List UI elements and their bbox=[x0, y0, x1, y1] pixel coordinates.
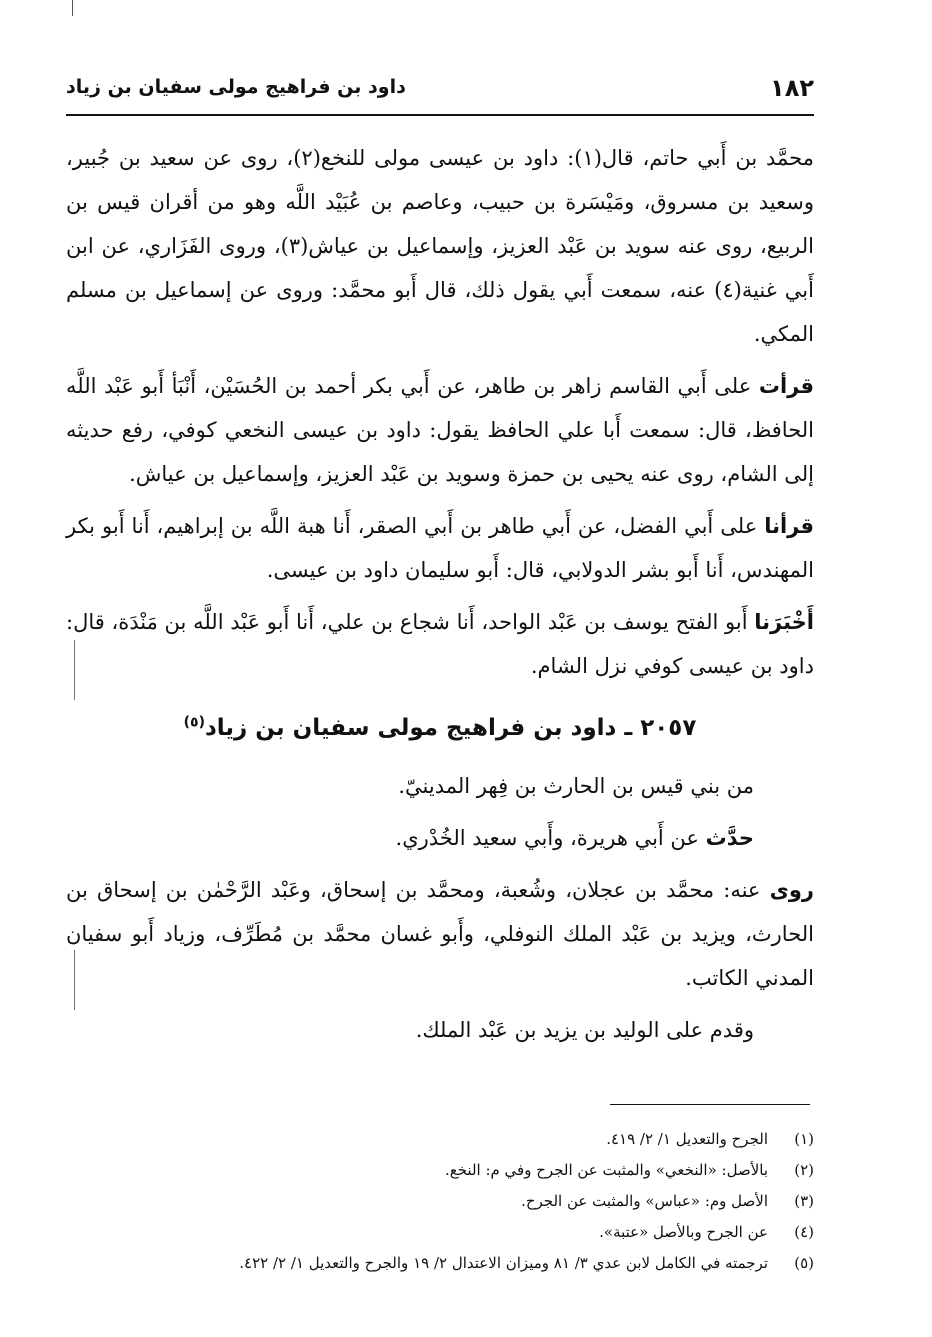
running-title: داود بن فراهيج مولى سفيان بن زياد bbox=[66, 76, 406, 98]
footnote-text: عن الجرح وبالأصل «عتبة». bbox=[599, 1223, 768, 1241]
paragraph-text: من بني قيس بن الحارث بن فِهر المدينيّ. bbox=[398, 774, 754, 798]
entry-title: ٢٠٥٧ ـ داود بن فراهيج مولى سفيان بن زياد bbox=[204, 715, 697, 741]
paragraph-text: عنه: محمَّد بن عجلان، وشُعبة، ومحمَّد بن إسحاق، وعَبْد الرَّحْمٰن بن إسحاق بن الحارث، ويزيد بن عَبْد الملك النوفلي، وأَبو غسان محمَّد بن مُطَرِّف، وزياد أَبو سفيان المدني الكاتب. bbox=[66, 878, 814, 990]
main-text bbox=[66, 136, 814, 1060]
footnote-text: الأصل وم: «عباس» والمثبت عن الجرح. bbox=[521, 1192, 768, 1210]
page-number: ١٨٢ bbox=[770, 74, 814, 102]
footnote-number: (٤) bbox=[794, 1223, 814, 1241]
footnote-number: (٢) bbox=[794, 1161, 814, 1179]
paragraph bbox=[66, 364, 814, 496]
paragraph bbox=[66, 764, 814, 808]
paragraph-lead-word: روى bbox=[769, 878, 814, 902]
footnote-text: بالأصل: «النخعي» والمثبت عن الجرح وفي م: النخع. bbox=[444, 1161, 768, 1179]
footnote-number: (٣) bbox=[794, 1192, 814, 1210]
paragraph-lead-word: قرأت bbox=[758, 374, 814, 398]
paragraph-text: أَبو الفتح يوسف بن عَبْد الواحد، أَنا شجاع بن علي، أَنا أَبو عَبْد اللَّه بن مَنْدَة، قال: داود بن عيسى كوفي نزل الشام. bbox=[66, 610, 814, 678]
paragraph bbox=[66, 136, 814, 356]
footnotes bbox=[66, 1124, 814, 1279]
entry-note-marker: (٥) bbox=[183, 714, 205, 731]
entry-heading bbox=[66, 706, 814, 750]
paragraph-lead-word: حدَّث bbox=[705, 826, 754, 850]
paragraph bbox=[66, 1008, 814, 1052]
footnote-text: الجرح والتعديل ١/ ٢/ ٤١٩. bbox=[606, 1130, 768, 1148]
paragraph bbox=[66, 816, 814, 860]
margin-line bbox=[74, 640, 75, 700]
paragraph-text: عن أَبي هريرة، وأَبي سعيد الخُدْري. bbox=[395, 826, 706, 850]
paragraph bbox=[66, 600, 814, 688]
footnote-text: ترجمته في الكامل لابن عدي ٣/ ٨١ وميزان الاعتدال ٢/ ١٩ والجرح والتعديل ١/ ٢/ ٤٢٢. bbox=[239, 1254, 768, 1272]
margin-line bbox=[74, 950, 75, 1010]
footnote bbox=[66, 1186, 814, 1217]
footnote bbox=[66, 1248, 814, 1279]
header-rule bbox=[66, 114, 814, 116]
page-header bbox=[66, 72, 814, 110]
paragraph-text: محمَّد بن أَبي حاتم، قال(١): داود بن عيسى مولى للنخع(٢)، روى عن سعيد بن جُبير، وسعيد بن مسروق، ومَيْسَرة بن حبيب، وعاصم بن عُبَيْد اللَّه وهو من أقران قيس بن الربيع، روى عنه سويد بن عَبْد العزيز، وإسماعيل بن عياش(٣)، وروى الفَزَاري، عن ابن أَبي غنية(٤) عنه، سمعت أَبي يقول ذلك، قال أَبو محمَّد: وروى عن إسماعيل بن مسلم المكي. bbox=[66, 146, 814, 346]
paragraph-lead-word: قرأنا bbox=[764, 514, 814, 538]
paragraph-text: على أَبي الفضل، عن أَبي طاهر بن أَبي الصقر، أَنا هبة اللَّه بن إبراهيم، أَنا أَبو بكر المهندس، أَنا أَبو بشر الدولابي، قال: أَبو سليمان داود بن عيسى. bbox=[66, 514, 814, 582]
footnote-number: (٥) bbox=[794, 1254, 814, 1272]
footnote bbox=[66, 1124, 814, 1155]
footnote-number: (١) bbox=[794, 1130, 814, 1148]
footnote bbox=[66, 1155, 814, 1186]
footnote-rule bbox=[610, 1104, 810, 1105]
paragraph-lead-word: أَخْبَرَنا bbox=[754, 610, 814, 634]
crop-mark bbox=[72, 0, 73, 16]
footnote bbox=[66, 1217, 814, 1248]
paragraph-text: وقدم على الوليد بن يزيد بن عَبْد الملك. bbox=[415, 1018, 754, 1042]
paragraph bbox=[66, 868, 814, 1000]
paragraph-text: على أَبي القاسم زاهر بن طاهر، عن أَبي بكر أحمد بن الحُسَيْن، أَنْبَأ أَبو عَبْد اللَّه الحافظ، قال: سمعت أَبا علي الحافظ يقول: داود بن عيسى النخعي كوفي، رفع حديثه إلى الشام، روى عنه يحيى بن حمزة وسويد بن عَبْد العزيز، وإسماعيل بن عياش. bbox=[66, 374, 814, 486]
paragraph bbox=[66, 504, 814, 592]
